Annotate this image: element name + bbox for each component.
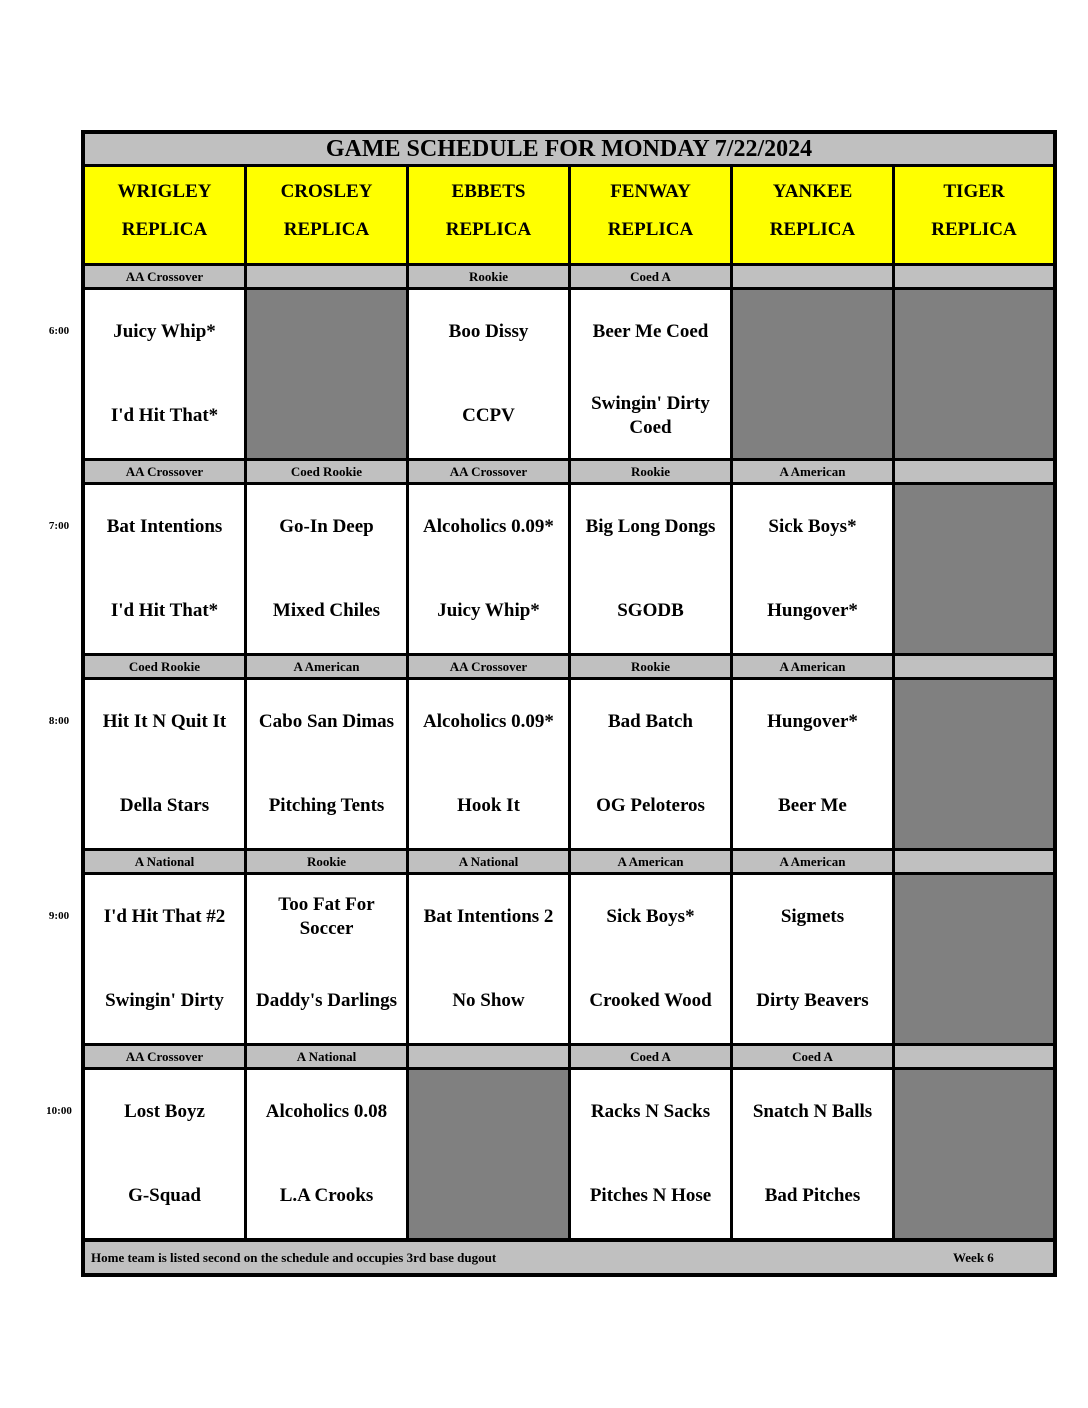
game-cell bbox=[733, 680, 892, 848]
away-team: Sick Boys* bbox=[768, 516, 857, 537]
empty-slot bbox=[409, 1070, 568, 1238]
away-team: Lost Boyz bbox=[124, 1101, 205, 1122]
home-team: Bad Pitches bbox=[764, 1185, 861, 1206]
field-name: EBBETS bbox=[451, 181, 526, 202]
home-team: Swingin' Dirty bbox=[105, 990, 224, 1011]
field-header bbox=[733, 167, 892, 263]
division-label bbox=[409, 1046, 568, 1067]
home-team: Hungover* bbox=[767, 600, 858, 621]
away-team: Bad Batch bbox=[608, 711, 693, 732]
away-team: Big Long Dongs bbox=[585, 516, 716, 537]
home-team: G-Squad bbox=[128, 1185, 201, 1206]
schedule-table bbox=[81, 130, 1057, 1277]
game-cell bbox=[85, 875, 244, 1043]
division-label bbox=[733, 266, 892, 287]
time-label: 8:00 bbox=[48, 715, 70, 727]
empty-slot bbox=[247, 290, 406, 458]
field-header bbox=[85, 167, 244, 263]
home-team: Dirty Beavers bbox=[756, 990, 869, 1011]
game-cell bbox=[409, 485, 568, 653]
empty-slot bbox=[895, 680, 1053, 848]
away-team: Alcoholics 0.09* bbox=[423, 516, 554, 537]
division-label: Rookie bbox=[571, 656, 730, 677]
empty-slot bbox=[895, 485, 1053, 653]
schedule-title: GAME SCHEDULE FOR MONDAY 7/22/2024 bbox=[85, 134, 1053, 164]
footer-note: Home team is listed second on the schedule and occupies 3rd base dugout bbox=[91, 1249, 497, 1265]
game-cell bbox=[571, 290, 730, 458]
field-header bbox=[895, 167, 1053, 263]
field-name: FENWAY bbox=[610, 181, 691, 202]
game-cell bbox=[409, 680, 568, 848]
division-label: A American bbox=[571, 851, 730, 872]
home-team: Pitches N Hose bbox=[589, 1185, 712, 1206]
away-team: Boo Dissy bbox=[448, 321, 529, 342]
home-team: Juicy Whip* bbox=[437, 600, 540, 621]
away-team: Alcoholics 0.08 bbox=[265, 1101, 388, 1122]
division-label: Coed Rookie bbox=[247, 461, 406, 482]
time-label: 10:00 bbox=[46, 1105, 72, 1117]
away-team: Go-In Deep bbox=[279, 516, 374, 537]
game-cell bbox=[733, 485, 892, 653]
away-team: Hungover* bbox=[767, 711, 858, 732]
away-team: Sick Boys* bbox=[606, 906, 695, 927]
away-team: I'd Hit That #2 bbox=[103, 906, 226, 927]
game-cell bbox=[733, 1070, 892, 1238]
game-cell bbox=[85, 1070, 244, 1238]
division-label: Coed A bbox=[733, 1046, 892, 1067]
home-team: Daddy's Darlings bbox=[256, 990, 397, 1011]
division-label: Coed A bbox=[571, 266, 730, 287]
division-label: A American bbox=[247, 656, 406, 677]
home-team: Hook It bbox=[457, 795, 520, 816]
home-team: I'd Hit That* bbox=[110, 600, 219, 621]
field-name: TIGER bbox=[943, 181, 1005, 202]
field-name: WRIGLEY bbox=[117, 181, 212, 202]
division-label bbox=[895, 1046, 1053, 1067]
division-label: A National bbox=[247, 1046, 406, 1067]
game-cell bbox=[247, 1070, 406, 1238]
empty-slot bbox=[895, 875, 1053, 1043]
division-label: AA Crossover bbox=[85, 1046, 244, 1067]
game-cell bbox=[85, 290, 244, 458]
game-cell bbox=[247, 485, 406, 653]
division-label bbox=[895, 851, 1053, 872]
division-label: Rookie bbox=[409, 266, 568, 287]
field-type: REPLICA bbox=[931, 219, 1017, 240]
empty-slot bbox=[895, 290, 1053, 458]
field-type: REPLICA bbox=[445, 219, 532, 240]
away-team: Cabo San Dimas bbox=[258, 711, 395, 732]
away-team: Racks N Sacks bbox=[590, 1101, 711, 1122]
home-team: No Show bbox=[452, 990, 525, 1011]
away-team: Juicy Whip* bbox=[113, 321, 216, 342]
game-cell bbox=[571, 875, 730, 1043]
away-team: Hit It N Quit It bbox=[102, 711, 227, 732]
division-label: Rookie bbox=[247, 851, 406, 872]
division-label bbox=[895, 656, 1053, 677]
away-team: Alcoholics 0.09* bbox=[423, 711, 554, 732]
home-team: Swingin' Dirty Coed bbox=[591, 393, 710, 438]
field-type: REPLICA bbox=[283, 219, 370, 240]
division-label: A National bbox=[85, 851, 244, 872]
away-team: Beer Me Coed bbox=[592, 321, 709, 342]
division-label: AA Crossover bbox=[85, 461, 244, 482]
division-label bbox=[247, 266, 406, 287]
game-cell bbox=[409, 875, 568, 1043]
division-label: Coed Rookie bbox=[85, 656, 244, 677]
field-name: CROSLEY bbox=[280, 181, 373, 202]
division-label: A American bbox=[733, 656, 892, 677]
week-label: Week 6 bbox=[953, 1249, 994, 1265]
field-header bbox=[409, 167, 568, 263]
field-type: REPLICA bbox=[121, 219, 208, 240]
home-team: CCPV bbox=[462, 405, 515, 426]
home-team: SGODB bbox=[617, 600, 684, 621]
away-team: Bat Intentions bbox=[106, 516, 223, 537]
away-team: Too Fat For Soccer bbox=[278, 894, 375, 939]
game-cell bbox=[409, 290, 568, 458]
game-cell bbox=[85, 485, 244, 653]
division-label: AA Crossover bbox=[409, 656, 568, 677]
game-cell bbox=[247, 875, 406, 1043]
division-label: A American bbox=[733, 461, 892, 482]
field-header bbox=[571, 167, 730, 263]
field-name: YANKEE bbox=[772, 181, 853, 202]
field-type: REPLICA bbox=[769, 219, 856, 240]
game-cell bbox=[247, 680, 406, 848]
time-label: 9:00 bbox=[48, 910, 70, 922]
empty-slot bbox=[733, 290, 892, 458]
footer-bar bbox=[85, 1242, 1053, 1273]
home-team: Della Stars bbox=[119, 795, 210, 816]
empty-slot bbox=[895, 1070, 1053, 1238]
home-team: OG Peloteros bbox=[596, 795, 705, 816]
home-team: L.A Crooks bbox=[279, 1185, 374, 1206]
division-label: Rookie bbox=[571, 461, 730, 482]
time-label: 7:00 bbox=[48, 520, 70, 532]
division-label: Coed A bbox=[571, 1046, 730, 1067]
away-team: Sigmets bbox=[780, 906, 845, 927]
game-cell bbox=[571, 485, 730, 653]
home-team: Mixed Chiles bbox=[272, 600, 381, 621]
division-label: A American bbox=[733, 851, 892, 872]
home-team: Pitching Tents bbox=[268, 795, 385, 816]
home-team: I'd Hit That* bbox=[110, 405, 219, 426]
field-header bbox=[247, 167, 406, 263]
division-label bbox=[895, 461, 1053, 482]
home-team: Crooked Wood bbox=[589, 990, 712, 1011]
game-cell bbox=[733, 875, 892, 1043]
division-label bbox=[895, 266, 1053, 287]
home-team: Beer Me bbox=[778, 795, 847, 816]
time-label: 6:00 bbox=[48, 325, 70, 337]
division-label: AA Crossover bbox=[85, 266, 244, 287]
division-label: AA Crossover bbox=[409, 461, 568, 482]
away-team: Bat Intentions 2 bbox=[423, 906, 554, 927]
away-team: Snatch N Balls bbox=[752, 1101, 873, 1122]
game-cell bbox=[571, 1070, 730, 1238]
field-type: REPLICA bbox=[607, 219, 694, 240]
game-cell bbox=[571, 680, 730, 848]
division-label: A National bbox=[409, 851, 568, 872]
game-cell bbox=[85, 680, 244, 848]
